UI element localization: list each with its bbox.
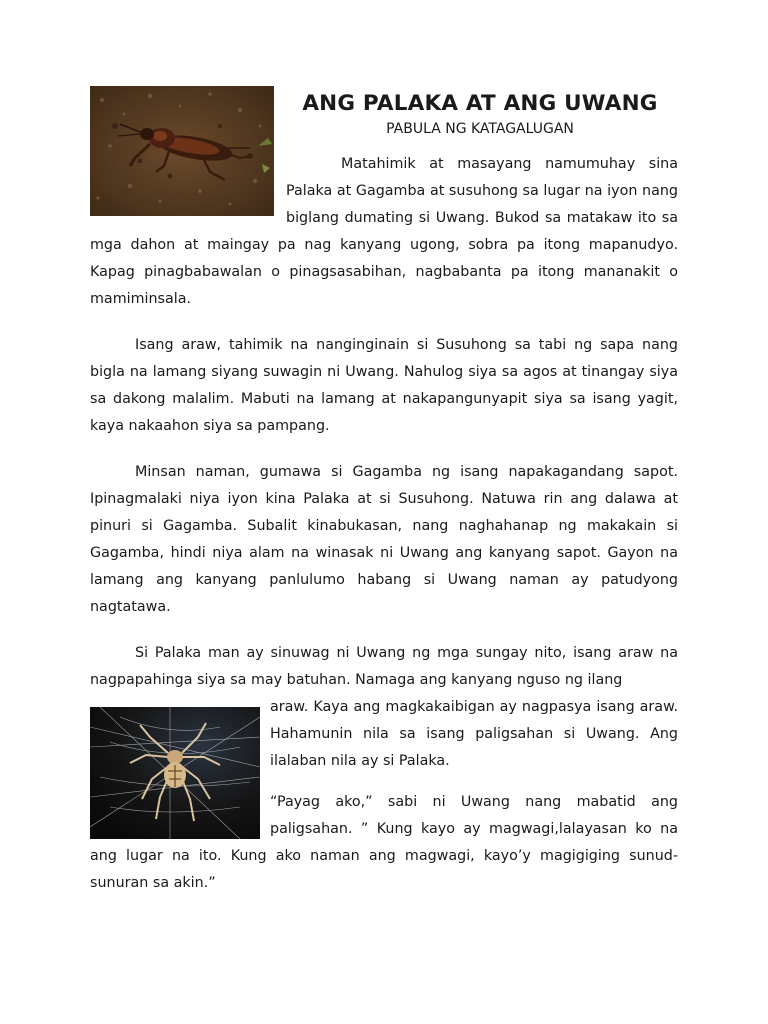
paragraph-4-part-1: Si Palaka man ay sinuwag ni Uwang ng mga sungay nito, isang araw na nagpapahinga siya sa may batuhan. Namaga ang kanyang nguso ng ilang [90, 645, 678, 688]
spider-photo [90, 707, 260, 839]
paragraph-4 [90, 640, 678, 694]
document-title: ANG PALAKA AT ANG UWANG [302, 91, 658, 116]
paragraph-4-continued: araw. Kaya ang magkakaibigan ay nagpasya isang araw. Hahamunin nila sa isang paligsahan si Uwang. Ang ilalaban nila ay si Palaka. [270, 699, 678, 769]
document-body [90, 151, 678, 916]
paragraph-3: Minsan naman, gumawa si Gagamba ng isang napakagandang sapot. Ipinagmalaki niya iyon kina Palaka at si Susuhong. Natuwa rin ang dalawa at pinuri si Gagamba. Subalit kinabukasan, nang naghahanap ng makakain si Gagamba, hindi niya alam na winasak ni Uwang ang kanyang sapot. Gayon na lamang ang kanyang panlulumo habang si Uwang naman ay patudyong nagtatawa. [90, 464, 678, 615]
paragraph-1: Matahimik at masayang namumuhay sina Palaka at Gagamba at susuhong sa lugar na iyon nang biglang dumating si Uwang. Bukod sa matakaw ito sa mga dahon at maingay pa nag kanyang ugong, sobra pa itong mapanudyo. Kapag pinagbabawalan o pinagsasabihan, nagbabanta pa itong mananakit o mamiminsala. [90, 156, 678, 307]
paragraph-5: “Payag ako,” sabi ni Uwang nang mabatid ang paligsahan. ” Kung kayo ay magwagi,lalayasan ko na ang lugar na ito. Kung ako naman ang magwagi, kayo’y magigiging sunud-sunuran sa akin.” [90, 794, 678, 891]
document-subtitle: PABULA NG KATAGALUGAN [386, 121, 574, 137]
cricket-photo [90, 86, 274, 216]
paragraph-2: Isang araw, tahimik na nanginginain si Susuhong sa tabi ng sapa nang bigla na lamang siyang suwagin ni Uwang. Nahulog siya sa agos at tinangay siya sa dakong malalim. Mabuti na lamang at nakapangunyapit siya sa isang yagit, kaya nakaahon siya sa pampang. [90, 337, 678, 434]
